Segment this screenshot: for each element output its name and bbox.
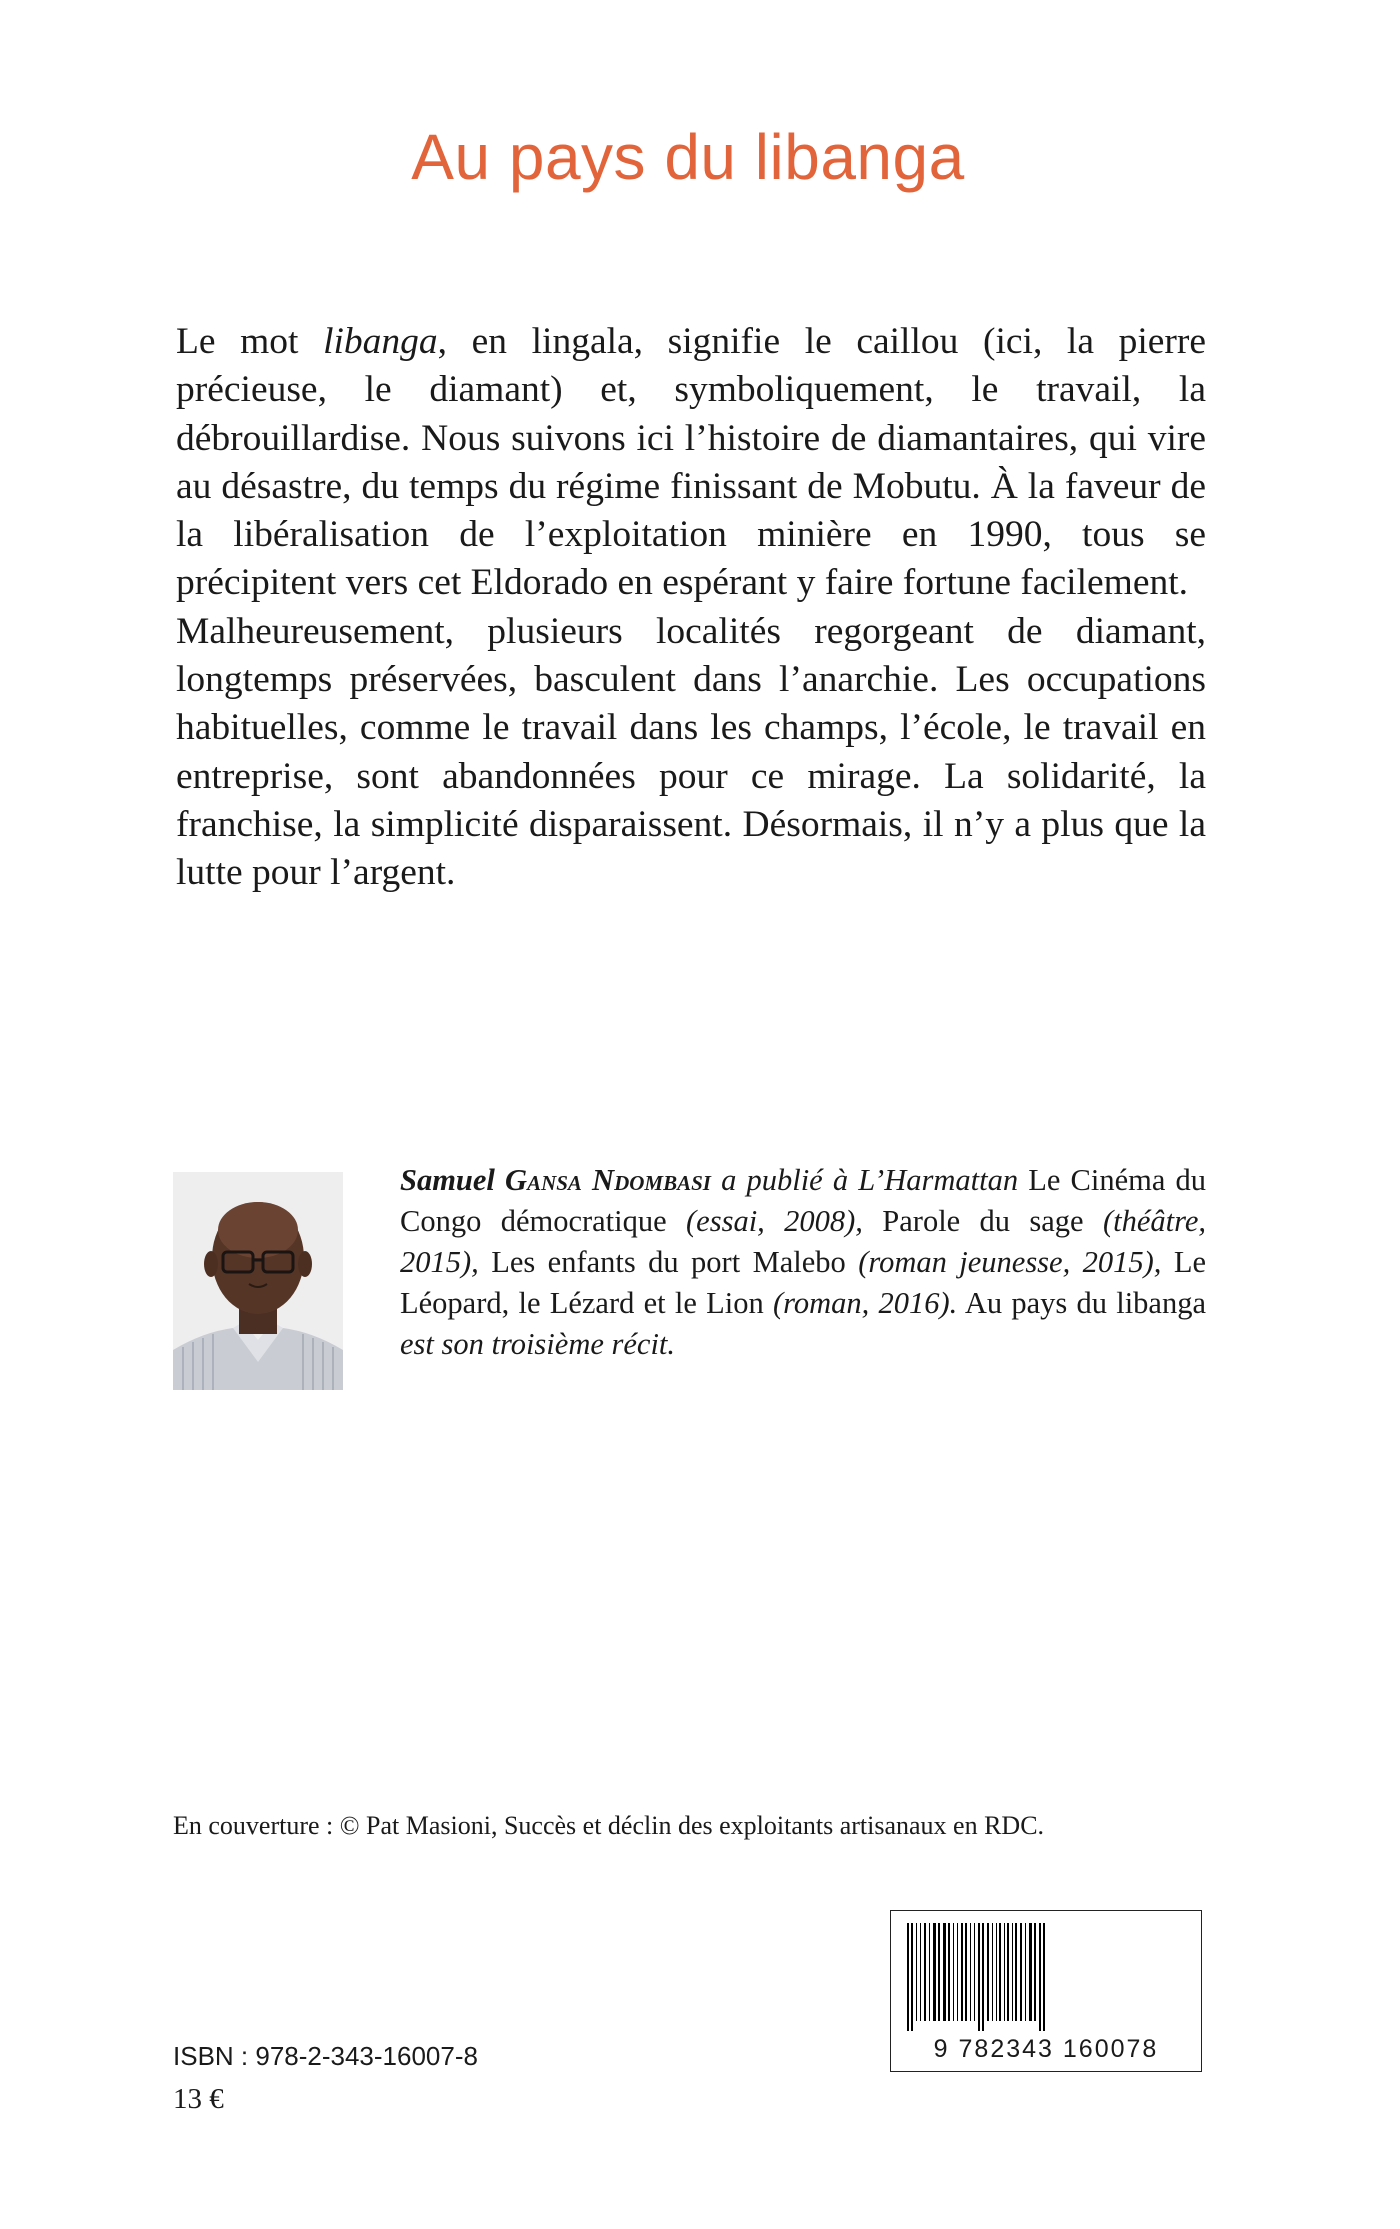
barcode-bar	[924, 1923, 926, 2021]
barcode-bar	[978, 1923, 980, 2031]
barcode-bar	[943, 1923, 946, 2021]
summary-paragraph-2: Malheureusement, plusieurs localités regorgeant de diamant, longtemps préservées, basculent dans l’anarchie. Les occupations habituelles, comme le travail dans les champs, l’école, le travail en entreprise, sont abandonnées pour ce mirage. La solidarité, la franchise, la simplicité disparaissent. Désormais, il n’y a plus que la lutte pour l’argent.	[176, 610, 1206, 894]
author-bio-run: Le Cinéma du Congo démocratique	[400, 1163, 1206, 1238]
barcode-bar	[1025, 1923, 1026, 2021]
barcode-bar	[929, 1923, 930, 2021]
barcode-bar	[1015, 1923, 1017, 2021]
barcode-bar	[974, 1923, 975, 2021]
barcode-bar	[965, 1923, 967, 2021]
barcode-bar	[907, 1923, 909, 2031]
barcode-bar	[987, 1923, 989, 2021]
isbn-number: ISBN : 978-2-343-16007-8	[173, 2041, 478, 2071]
barcode-bar	[1029, 1923, 1032, 2021]
summary-run: Le mot	[176, 321, 324, 362]
barcode-bar	[996, 1923, 997, 2021]
book-title: Au pays du libanga	[411, 121, 965, 193]
summary-run: , en lingala, signifie le caillou (ici, la pierre précieuse, le diamant) et, symboliquement, le travail, la débrouillardise. Nous suivons ici l’histoire de diamantaires, qui vire au désastre, du temps du régime finissant de Mobutu. À la faveur de la libéralisation de l’exploitation minière en 1990, tous se précipitent vers cet Eldorado en espérant y faire fortune facilement.	[176, 321, 1207, 604]
author-bio-run: (essai, 2008),	[686, 1204, 863, 1238]
barcode-bar	[1007, 1923, 1009, 2021]
author-bio-run: Le Léopard, le Lézard et le Lion	[400, 1245, 1207, 1320]
author-bio-run: Gansa Ndombasi	[505, 1163, 711, 1197]
barcode-bar	[970, 1923, 971, 2021]
book-summary	[176, 318, 1206, 898]
author-photo	[173, 1172, 343, 1390]
author-bio-run: a publié à L’Harmattan	[710, 1163, 1029, 1197]
barcode-bar	[933, 1923, 936, 2021]
author-bio-run: Samuel	[400, 1163, 506, 1197]
barcode-bar	[1043, 1923, 1045, 2031]
barcode-bar	[1034, 1923, 1036, 2021]
barcode-bar	[957, 1923, 958, 2021]
book-price: 13 €	[173, 2083, 224, 2115]
barcode-digits: 9 782343 160078	[933, 2035, 1159, 2063]
author-bio-run: (théâtre, 2015),	[400, 1204, 1206, 1279]
barcode-bar	[1039, 1923, 1041, 2031]
summary-run: libanga	[323, 321, 438, 362]
barcode-bar	[992, 1923, 993, 2021]
barcode-bar	[938, 1923, 940, 2021]
barcode-bar	[1020, 1923, 1022, 2021]
author-bio-run: (roman jeunesse, 2015),	[858, 1245, 1162, 1279]
barcode-bar	[911, 1923, 913, 2031]
barcode-bar	[1004, 1923, 1005, 2021]
barcode-bar	[920, 1923, 921, 2021]
author-bio-run: Au pays du libanga	[957, 1286, 1207, 1320]
barcode-bar	[953, 1923, 954, 2021]
barcode-bar	[916, 1923, 917, 2021]
summary-paragraph-1	[176, 318, 1206, 608]
author-bio-run: est son troisième récit.	[400, 1327, 676, 1361]
barcode-bar	[948, 1923, 950, 2021]
author-bio	[400, 1160, 1206, 1365]
barcode-bar	[999, 1923, 1001, 2021]
barcode-bars	[905, 1923, 1187, 2031]
barcode-bar	[961, 1923, 963, 2021]
barcode-bar	[982, 1923, 984, 2031]
isbn-barcode	[890, 1910, 1202, 2072]
author-bio-run: Parole du sage	[862, 1204, 1103, 1238]
author-bio-run: Les enfants du port Malebo	[478, 1245, 859, 1279]
author-bio-run: (roman, 2016).	[772, 1286, 958, 1320]
cover-credit: En couverture : © Pat Masioni, Succès et déclin des exploitants artisanaux en RDC.	[173, 1811, 1045, 1840]
barcode-bar	[1012, 1923, 1013, 2021]
